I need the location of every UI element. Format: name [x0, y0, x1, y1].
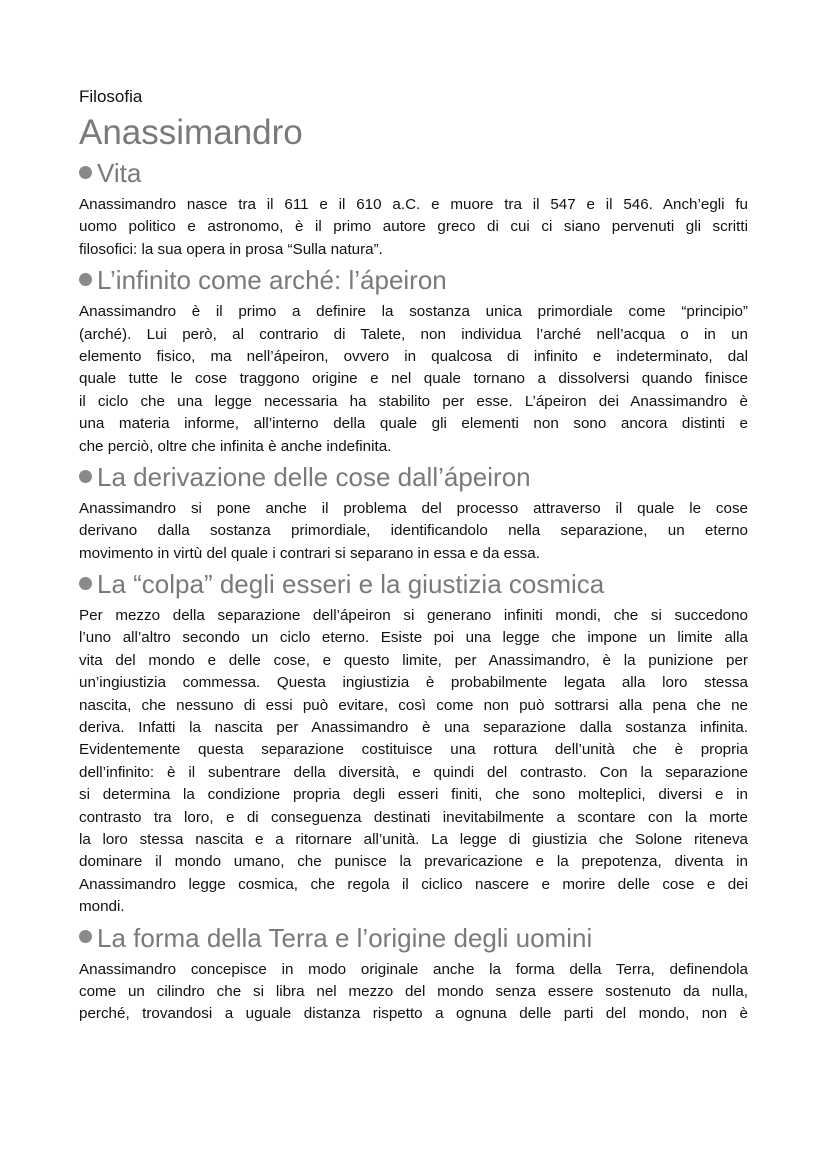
- paragraph-line: uomo politico e astronomo, è il primo autore greco di cui ci siano pervenuti gli scritti: [79, 218, 748, 236]
- paragraph-line: deriva. Infatti la nascita per Anassimandro è una separazione dalla sostanza infinita.: [79, 719, 748, 737]
- paragraph: [79, 959, 748, 1026]
- section-heading: [79, 460, 748, 494]
- section-heading: [79, 156, 748, 190]
- paragraph-line: Anassimandro è il primo a definire la sostanza unica primordiale come “principio”: [79, 303, 748, 321]
- paragraph-line: Evidentemente questa separazione costituisce una rottura dell’unità che è propria: [79, 741, 748, 759]
- paragraph-line: quale tutte le cose traggono origine e nel quale tornano a dissolversi quando finisce: [79, 370, 748, 388]
- section-heading-text: La forma della Terra e l’origine degli uomini: [97, 922, 593, 953]
- paragraph: [79, 301, 748, 458]
- paragraph-line: l’uno all’altro secondo un ciclo eterno. Esiste poi una legge che impone un limite alla: [79, 629, 748, 647]
- document-page: [79, 86, 748, 1026]
- bullet-icon: [79, 470, 92, 483]
- paragraph-line: Anassimandro si pone anche il problema del processo attraverso il quale le cose: [79, 499, 748, 517]
- paragraph-line: derivano dalla sostanza primordiale, identificandolo nella separazione, un eterno: [79, 522, 748, 540]
- paragraph-line: che perciò, oltre che infinita è anche indefinita.: [79, 437, 392, 455]
- paragraph-line: vita del mondo e delle cose, e questo limite, per Anassimandro, è la punizione per: [79, 651, 748, 669]
- paragraph: [79, 194, 748, 261]
- paragraph-line: movimento in virtù del quale i contrari si separano in essa e da essa.: [79, 544, 540, 562]
- section: [79, 460, 748, 565]
- paragraph-line: Anassimandro nasce tra il 611 e il 610 a.C. e muore tra il 547 e il 546. Anch’egli fu: [79, 196, 748, 213]
- paragraph-line: mondi.: [79, 898, 125, 916]
- paragraph-line: si determina la condizione propria degli esseri finiti, che sono molteplici, diversi e in: [79, 786, 748, 804]
- section-heading-text: L’infinito come arché: l’ápeiron: [97, 265, 447, 296]
- paragraph-line: Anassimandro concepisce in modo originale anche la forma della Terra, definendola: [79, 960, 748, 978]
- document-title: Anassimandro: [79, 113, 303, 152]
- paragraph-line: una materia informe, all’interno della quale gli elementi non sono ancora distinti e: [79, 415, 748, 433]
- paragraph-line: come un cilindro che si libra nel mezzo del mondo senza essere sostenuto da nulla,: [79, 982, 748, 1000]
- paragraph-line: Per mezzo della separazione dell’ápeiron si generano infiniti mondi, che si succedono: [79, 607, 748, 625]
- section: [79, 156, 748, 261]
- section-heading-text: La derivazione delle cose dall’ápeiron: [97, 461, 531, 492]
- bullet-icon: [79, 273, 92, 286]
- section: [79, 567, 748, 918]
- paragraph: [79, 605, 748, 918]
- bullet-icon: [79, 577, 92, 590]
- section-heading: [79, 921, 748, 955]
- section-heading-text: La “colpa” degli esseri e la giustizia cosmica: [97, 569, 605, 600]
- bullet-icon: [79, 166, 92, 179]
- paragraph-line: contrasto tra loro, e di conseguenza destinati inevitabilmente a scontare con la morte: [79, 808, 748, 826]
- subject-label: Filosofia: [79, 87, 143, 106]
- paragraph-line: il ciclo che una legge necessaria ha stabilito per esse. L’ápeiron dei Anassimandro è: [79, 392, 748, 410]
- paragraph-line: elemento fisico, ma nell’ápeiron, ovvero in qualcosa di infinito e indeterminato, dal: [79, 347, 748, 365]
- sections: [79, 156, 748, 1026]
- paragraph-line: la loro stessa nascita e a ritornare all’unità. La legge di giustizia che Solone riteneva: [79, 830, 748, 848]
- paragraph-line: un’ingiustizia commessa. Questa ingiustizia è probabilmente legata alla loro stessa: [79, 674, 748, 692]
- section: [79, 263, 748, 458]
- paragraph-line: dell’infinito: è il subentrare della diversità, e quindi del contrasto. Con la separazione: [79, 763, 748, 781]
- bullet-icon: [79, 930, 92, 943]
- section: [79, 921, 748, 1026]
- section-heading: [79, 567, 748, 601]
- paragraph-line: filosofici: la sua opera in prosa “Sulla natura”.: [79, 240, 383, 258]
- paragraph-line: nascita, che nessuno di essi può evitare, così come non può sottrarsi alla pena che ne: [79, 696, 748, 714]
- paragraph-line: perché, trovandosi a uguale distanza rispetto a ognuna delle parti del mondo, non è: [79, 1005, 748, 1023]
- paragraph-line: Anassimandro legge cosmica, che regola il ciclico nascere e morire delle cose e dei: [79, 875, 748, 893]
- paragraph-line: dominare il mondo umano, che punisce la prevaricazione e la prepotenza, diventa in: [79, 853, 748, 871]
- section-heading-text: Vita: [97, 158, 142, 188]
- section-heading: [79, 263, 748, 297]
- paragraph: [79, 498, 748, 565]
- paragraph-line: (arché). Lui però, al contrario di Talete, non individua l’arché nell’acqua o in un: [79, 325, 748, 343]
